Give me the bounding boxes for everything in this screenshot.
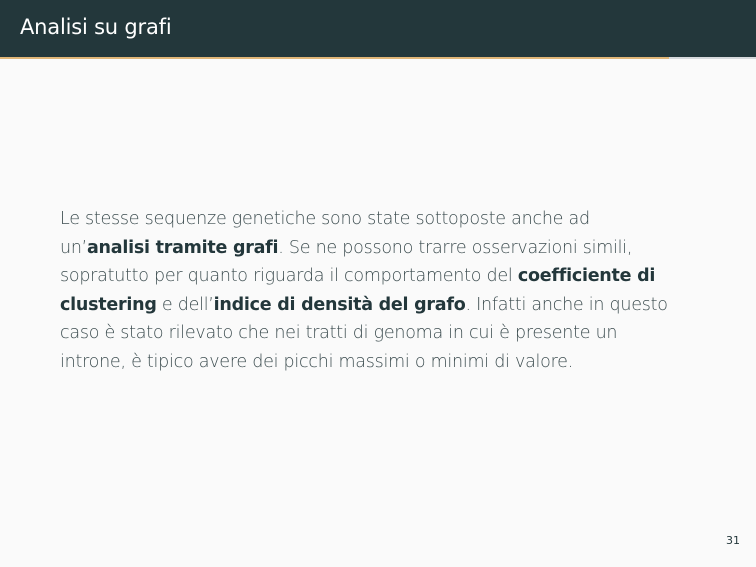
body-line-2: [60, 234, 710, 263]
slide-body: [60, 205, 710, 377]
slide-title: Analisi su grafi: [20, 15, 172, 39]
body-text: . Se ne possono trarre osservazioni simili,: [278, 237, 633, 258]
page-number: 31: [726, 534, 740, 547]
body-line-3: [60, 262, 710, 291]
emphasis-clustering: clustering: [60, 294, 157, 315]
body-text: e dell’: [156, 294, 214, 315]
body-line-6: introne, è tipico avere dei picchi massimi o minimi di valore.: [60, 351, 574, 372]
progress-bar: [0, 57, 756, 59]
body-line-4: [60, 291, 710, 320]
body-line-5: caso è stato rilevato che nei tratti di genoma in cui è presente un: [60, 323, 618, 344]
body-text: sopratutto per quanto riguarda il comportamento del: [60, 266, 518, 287]
progress-bar-fill: [0, 57, 669, 59]
body-line-1: Le stesse sequenze genetiche sono state sottoposte anche ad: [60, 209, 590, 229]
emphasis-coefficiente-di: coefficiente di: [517, 266, 656, 287]
body-text: un’: [60, 237, 87, 258]
emphasis-analisi-tramite-grafi: analisi tramite grafi: [87, 237, 279, 258]
body-text: . Infatti anche in questo: [465, 294, 668, 315]
emphasis-indice-densita: indice di densità del grafo: [213, 294, 466, 315]
title-bar: [0, 0, 756, 57]
